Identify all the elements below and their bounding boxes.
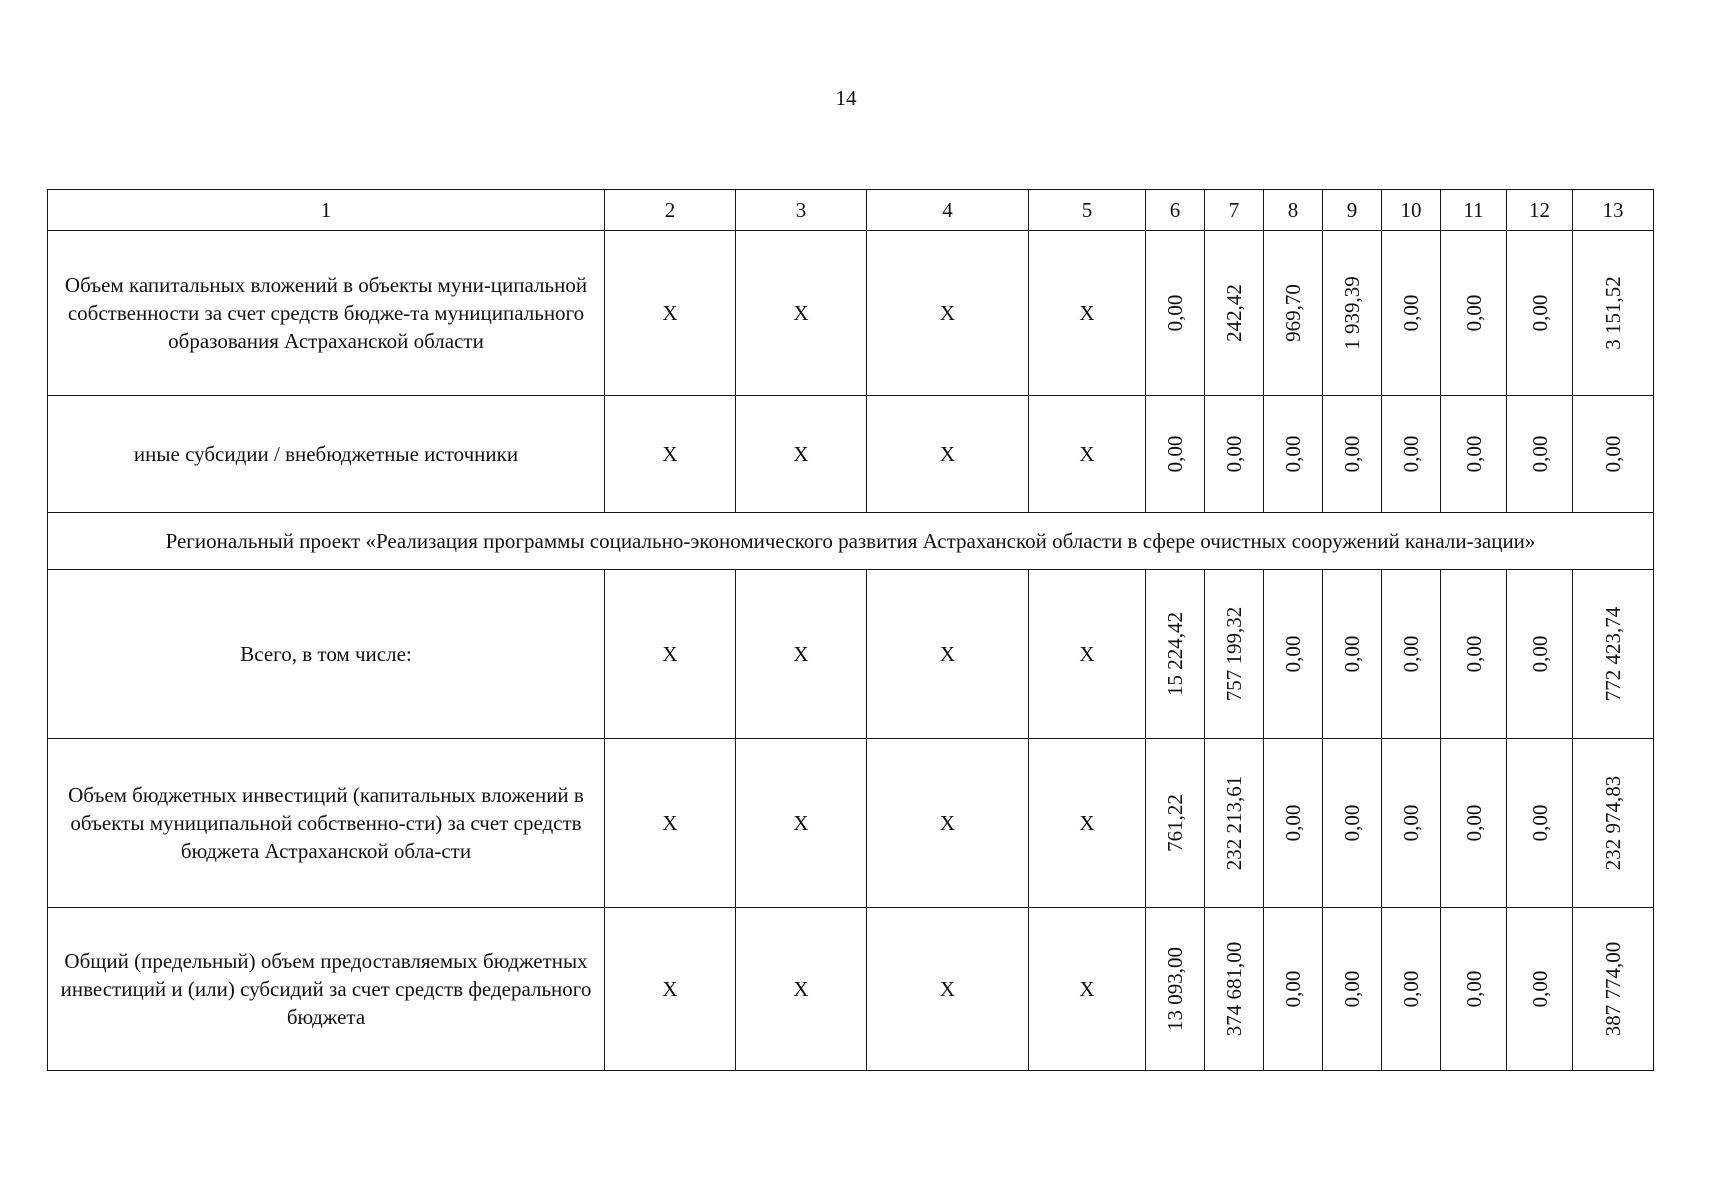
column-number: 13: [1573, 190, 1654, 231]
value-text: 969,70: [1281, 284, 1305, 342]
x-mark: X: [605, 739, 736, 908]
column-number: 8: [1264, 190, 1323, 231]
value-cell: [1146, 231, 1205, 396]
value-text: 0,00: [1163, 294, 1187, 332]
column-number: 9: [1323, 190, 1382, 231]
value-text: 15 224,42: [1163, 612, 1187, 696]
value-text: 1 939,39: [1340, 276, 1364, 350]
value-text: 0,00: [1281, 635, 1305, 673]
value-text: 0,00: [1281, 970, 1305, 1008]
x-mark: X: [605, 908, 736, 1071]
row-description: Объем капитальных вложений в объекты муни-ципальной собственности за счет средств бюдже-та муниципального образования Астраханской области: [48, 231, 605, 396]
x-mark: X: [1029, 739, 1146, 908]
column-number: 12: [1507, 190, 1573, 231]
x-mark: X: [1029, 570, 1146, 739]
x-mark: X: [736, 570, 867, 739]
column-number: 11: [1441, 190, 1507, 231]
value-text: 0,00: [1461, 435, 1486, 473]
value-cell: [1441, 739, 1507, 908]
row-description: Общий (предельный) объем предоставляемых бюджетных инвестиций и (или) субсидий за счет средств федерального бюджета: [48, 908, 605, 1071]
value-text: 0,00: [1527, 970, 1552, 1008]
value-text: 0,00: [1340, 804, 1364, 842]
value-cell: [1441, 908, 1507, 1071]
value-text: 232 974,83: [1601, 775, 1625, 871]
value-text: 0,00: [1461, 294, 1486, 332]
value-text: 0,00: [1527, 635, 1552, 673]
column-number: 10: [1382, 190, 1441, 231]
value-cell: [1573, 231, 1654, 396]
value-cell: [1323, 396, 1382, 513]
value-text: 0,00: [1399, 970, 1423, 1008]
x-mark: X: [605, 231, 736, 396]
value-cell: [1507, 396, 1573, 513]
value-cell: [1146, 739, 1205, 908]
column-number: 3: [736, 190, 867, 231]
value-text: 0,00: [1527, 294, 1552, 332]
value-cell: [1441, 231, 1507, 396]
value-cell: [1323, 908, 1382, 1071]
column-number-row: [48, 190, 1654, 231]
x-mark: X: [1029, 231, 1146, 396]
x-mark: X: [867, 231, 1029, 396]
value-cell: [1382, 396, 1441, 513]
value-text: 0,00: [1399, 635, 1423, 673]
table-row: [48, 231, 1654, 396]
value-text: 232 213,61: [1222, 775, 1246, 871]
value-cell: [1507, 908, 1573, 1071]
value-text: 13 093,00: [1163, 947, 1187, 1031]
value-cell: [1264, 570, 1323, 739]
value-cell: [1264, 231, 1323, 396]
value-cell: [1382, 908, 1441, 1071]
column-number: 4: [867, 190, 1029, 231]
column-number: 6: [1146, 190, 1205, 231]
x-mark: X: [867, 739, 1029, 908]
value-cell: [1573, 396, 1654, 513]
value-cell: [1507, 570, 1573, 739]
value-cell: [1441, 570, 1507, 739]
x-mark: X: [736, 231, 867, 396]
value-cell: [1205, 570, 1264, 739]
value-cell: [1507, 231, 1573, 396]
x-mark: X: [605, 396, 736, 513]
value-text: 0,00: [1163, 435, 1187, 473]
value-text: 0,00: [1461, 635, 1486, 673]
x-mark: X: [1029, 908, 1146, 1071]
row-description: Всего, в том числе:: [48, 570, 605, 739]
row-description: Объем бюджетных инвестиций (капитальных вложений в объекты муниципальной собственно-сти) за счет средств бюджета Астраханской обла-сти: [48, 739, 605, 908]
table-row: [48, 396, 1654, 513]
value-text: 0,00: [1340, 435, 1364, 473]
column-number: 1: [48, 190, 605, 231]
value-cell: [1573, 908, 1654, 1071]
value-text: 0,00: [1527, 804, 1552, 842]
value-text: 0,00: [1461, 804, 1486, 842]
column-number: 7: [1205, 190, 1264, 231]
budget-table: [47, 189, 1654, 1071]
value-cell: [1205, 908, 1264, 1071]
page-number: 14: [835, 86, 857, 110]
regional-project-title: Региональный проект «Реализация программы социально-экономического развития Астраханской области в сфере очистных сооружений канали-зации»: [48, 513, 1654, 570]
value-cell: [1146, 396, 1205, 513]
column-number: 2: [605, 190, 736, 231]
value-cell: [1264, 739, 1323, 908]
value-text: 387 774,00: [1601, 941, 1625, 1037]
value-text: 0,00: [1461, 970, 1486, 1008]
table-row: [48, 908, 1654, 1071]
x-mark: X: [867, 396, 1029, 513]
value-cell: [1205, 396, 1264, 513]
value-cell: [1382, 570, 1441, 739]
row-description: иные субсидии / внебюджетные источники: [48, 396, 605, 513]
value-text: 0,00: [1601, 435, 1625, 473]
table-row: [48, 570, 1654, 739]
column-number: 5: [1029, 190, 1146, 231]
x-mark: X: [1029, 396, 1146, 513]
value-cell: [1573, 739, 1654, 908]
value-text: 757 199,32: [1222, 606, 1246, 702]
value-text: 0,00: [1399, 435, 1423, 473]
value-cell: [1573, 570, 1654, 739]
project-heading-row: [48, 513, 1654, 570]
table-row: [48, 739, 1654, 908]
value-text: 0,00: [1399, 804, 1423, 842]
value-cell: [1146, 908, 1205, 1071]
value-cell: [1264, 908, 1323, 1071]
value-cell: [1441, 396, 1507, 513]
x-mark: X: [867, 908, 1029, 1071]
x-mark: X: [736, 396, 867, 513]
x-mark: X: [867, 570, 1029, 739]
value-cell: [1146, 570, 1205, 739]
value-text: 772 423,74: [1601, 606, 1625, 702]
value-text: 0,00: [1281, 804, 1305, 842]
value-text: 242,42: [1222, 284, 1246, 342]
value-cell: [1382, 231, 1441, 396]
value-cell: [1323, 570, 1382, 739]
value-text: 0,00: [1340, 635, 1364, 673]
value-text: 374 681,00: [1222, 941, 1246, 1037]
x-mark: X: [736, 908, 867, 1071]
x-mark: X: [605, 570, 736, 739]
value-cell: [1507, 739, 1573, 908]
value-cell: [1264, 396, 1323, 513]
value-text: 761,22: [1163, 794, 1187, 852]
x-mark: X: [736, 739, 867, 908]
value-cell: [1205, 739, 1264, 908]
value-text: 0,00: [1399, 294, 1423, 332]
value-cell: [1205, 231, 1264, 396]
value-text: 0,00: [1281, 435, 1305, 473]
value-text: 0,00: [1222, 435, 1246, 473]
value-text: 0,00: [1527, 435, 1552, 473]
value-cell: [1323, 739, 1382, 908]
value-cell: [1323, 231, 1382, 396]
value-text: 3 151,52: [1601, 276, 1625, 350]
value-text: 0,00: [1340, 970, 1364, 1008]
value-cell: [1382, 739, 1441, 908]
